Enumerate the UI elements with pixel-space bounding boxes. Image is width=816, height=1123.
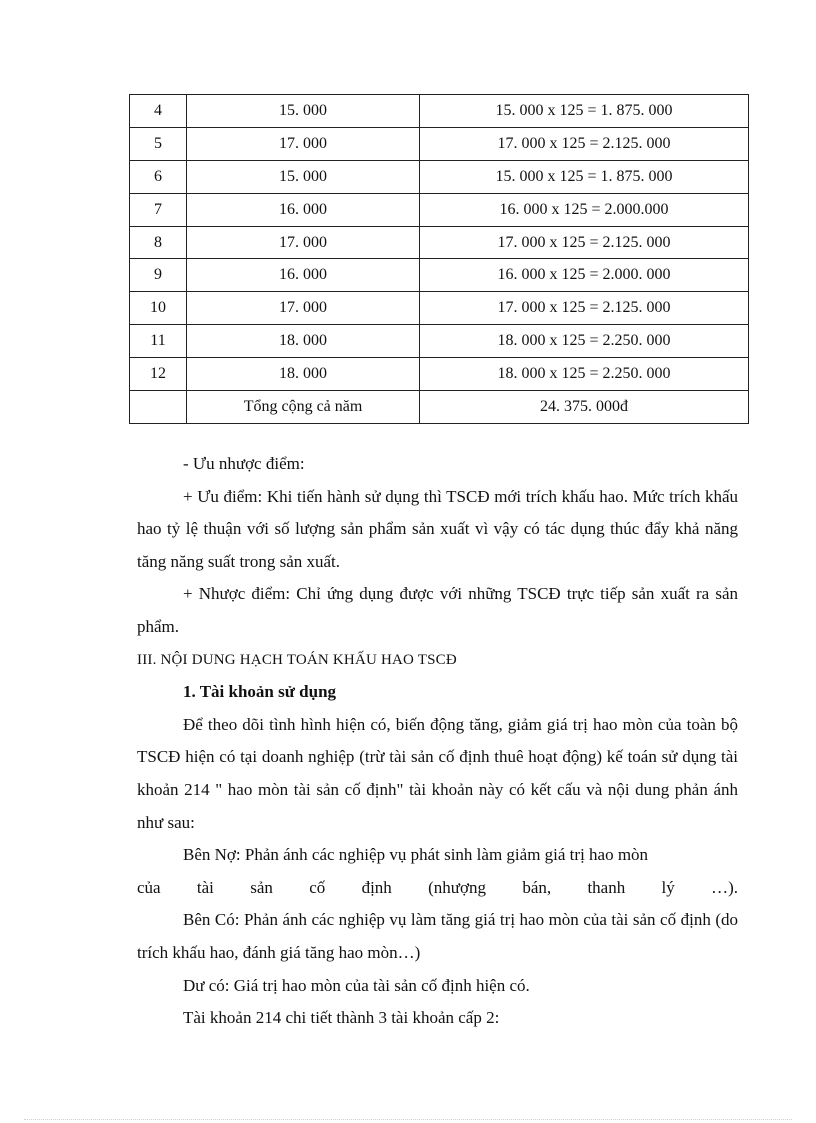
balance-paragraph: Dư có: Giá trị hao mòn của tài sản cố định hiện có. bbox=[183, 975, 530, 995]
table-row bbox=[130, 358, 749, 391]
month-cell: 5 bbox=[130, 127, 187, 160]
table-row bbox=[130, 292, 749, 325]
month-cell: 10 bbox=[130, 292, 187, 325]
table-row bbox=[130, 259, 749, 292]
debit-paragraph-line1: Bên Nợ: Phản ánh các nghiệp vụ phát sinh làm giảm giá trị hao mòn bbox=[183, 845, 649, 865]
subsection-heading: 1. Tài khoản sử dụng bbox=[183, 682, 337, 702]
calculation-cell: 17. 000 x 125 = 2.125. 000 bbox=[420, 292, 749, 325]
calculation-cell: 18. 000 x 125 = 2.250. 000 bbox=[420, 358, 749, 391]
month-cell: 11 bbox=[130, 325, 187, 358]
empty-cell bbox=[130, 391, 187, 424]
body-text bbox=[137, 448, 738, 1035]
depreciation-table bbox=[129, 94, 749, 424]
table-total-row bbox=[130, 391, 749, 424]
table-row bbox=[130, 325, 749, 358]
disadvantage-paragraph: + Nhược điểm: Chỉ ứng dụng được với những TSCĐ trực tiếp sản xuất ra sản phẩm. bbox=[137, 584, 738, 636]
total-value-cell: 24. 375. 000đ bbox=[420, 391, 749, 424]
page-footer-divider bbox=[24, 1119, 792, 1120]
quantity-cell: 16. 000 bbox=[187, 193, 420, 226]
debit-paragraph-line2: của tài sản cố định (nhượng bán, thanh lý …). bbox=[137, 877, 738, 897]
calculation-cell: 18. 000 x 125 = 2.250. 000 bbox=[420, 325, 749, 358]
month-cell: 7 bbox=[130, 193, 187, 226]
calculation-cell: 17. 000 x 125 = 2.125. 000 bbox=[420, 226, 749, 259]
quantity-cell: 17. 000 bbox=[187, 127, 420, 160]
month-cell: 12 bbox=[130, 358, 187, 391]
table-row bbox=[130, 160, 749, 193]
pros-cons-heading: - Ưu nhược điểm: bbox=[183, 454, 305, 473]
credit-paragraph: Bên Có: Phản ánh các nghiệp vụ làm tăng giá trị hao mòn của tài sản cố định (do trích khấu hao, đánh giá tăng hao mòn…) bbox=[137, 910, 738, 962]
month-cell: 9 bbox=[130, 259, 187, 292]
depreciation-table-body bbox=[130, 95, 749, 424]
total-label-cell: Tổng cộng cả năm bbox=[187, 391, 420, 424]
table-row bbox=[130, 193, 749, 226]
quantity-cell: 15. 000 bbox=[187, 160, 420, 193]
table-row bbox=[130, 95, 749, 128]
calculation-cell: 16. 000 x 125 = 2.000. 000 bbox=[420, 259, 749, 292]
table-row bbox=[130, 127, 749, 160]
month-cell: 8 bbox=[130, 226, 187, 259]
quantity-cell: 15. 000 bbox=[187, 95, 420, 128]
quantity-cell: 17. 000 bbox=[187, 292, 420, 325]
month-cell: 4 bbox=[130, 95, 187, 128]
sub-accounts-paragraph: Tài khoản 214 chi tiết thành 3 tài khoản cấp 2: bbox=[183, 1008, 500, 1028]
section-heading: III. NỘI DUNG HẠCH TOÁN KHẤU HAO TSCĐ bbox=[137, 651, 457, 668]
table-row bbox=[130, 226, 749, 259]
quantity-cell: 18. 000 bbox=[187, 358, 420, 391]
calculation-cell: 15. 000 x 125 = 1. 875. 000 bbox=[420, 160, 749, 193]
quantity-cell: 18. 000 bbox=[187, 325, 420, 358]
quantity-cell: 16. 000 bbox=[187, 259, 420, 292]
advantage-paragraph: + Ưu điểm: Khi tiến hành sử dụng thì TSCĐ mới trích khấu hao. Mức trích khấu hao tỷ lệ thuận với số lượng sản phẩm sản xuất vì vậy có tác dụng thúc đẩy khả năng tăng năng suất trong sản xuất. bbox=[137, 486, 738, 571]
intro-paragraph: Để theo dõi tình hình hiện có, biến động tăng, giảm giá trị hao mòn của toàn bộ TSCĐ hiện có tại doanh nghiệp (trừ tài sản cố định thuê hoạt động) kế toán sử dụng tài khoản 214 " hao mòn tài sản cố định" tài khoản này có kết cấu và nội dung phản ánh như sau: bbox=[137, 714, 738, 832]
quantity-cell: 17. 000 bbox=[187, 226, 420, 259]
month-cell: 6 bbox=[130, 160, 187, 193]
calculation-cell: 16. 000 x 125 = 2.000.000 bbox=[420, 193, 749, 226]
calculation-cell: 17. 000 x 125 = 2.125. 000 bbox=[420, 127, 749, 160]
calculation-cell: 15. 000 x 125 = 1. 875. 000 bbox=[420, 95, 749, 128]
